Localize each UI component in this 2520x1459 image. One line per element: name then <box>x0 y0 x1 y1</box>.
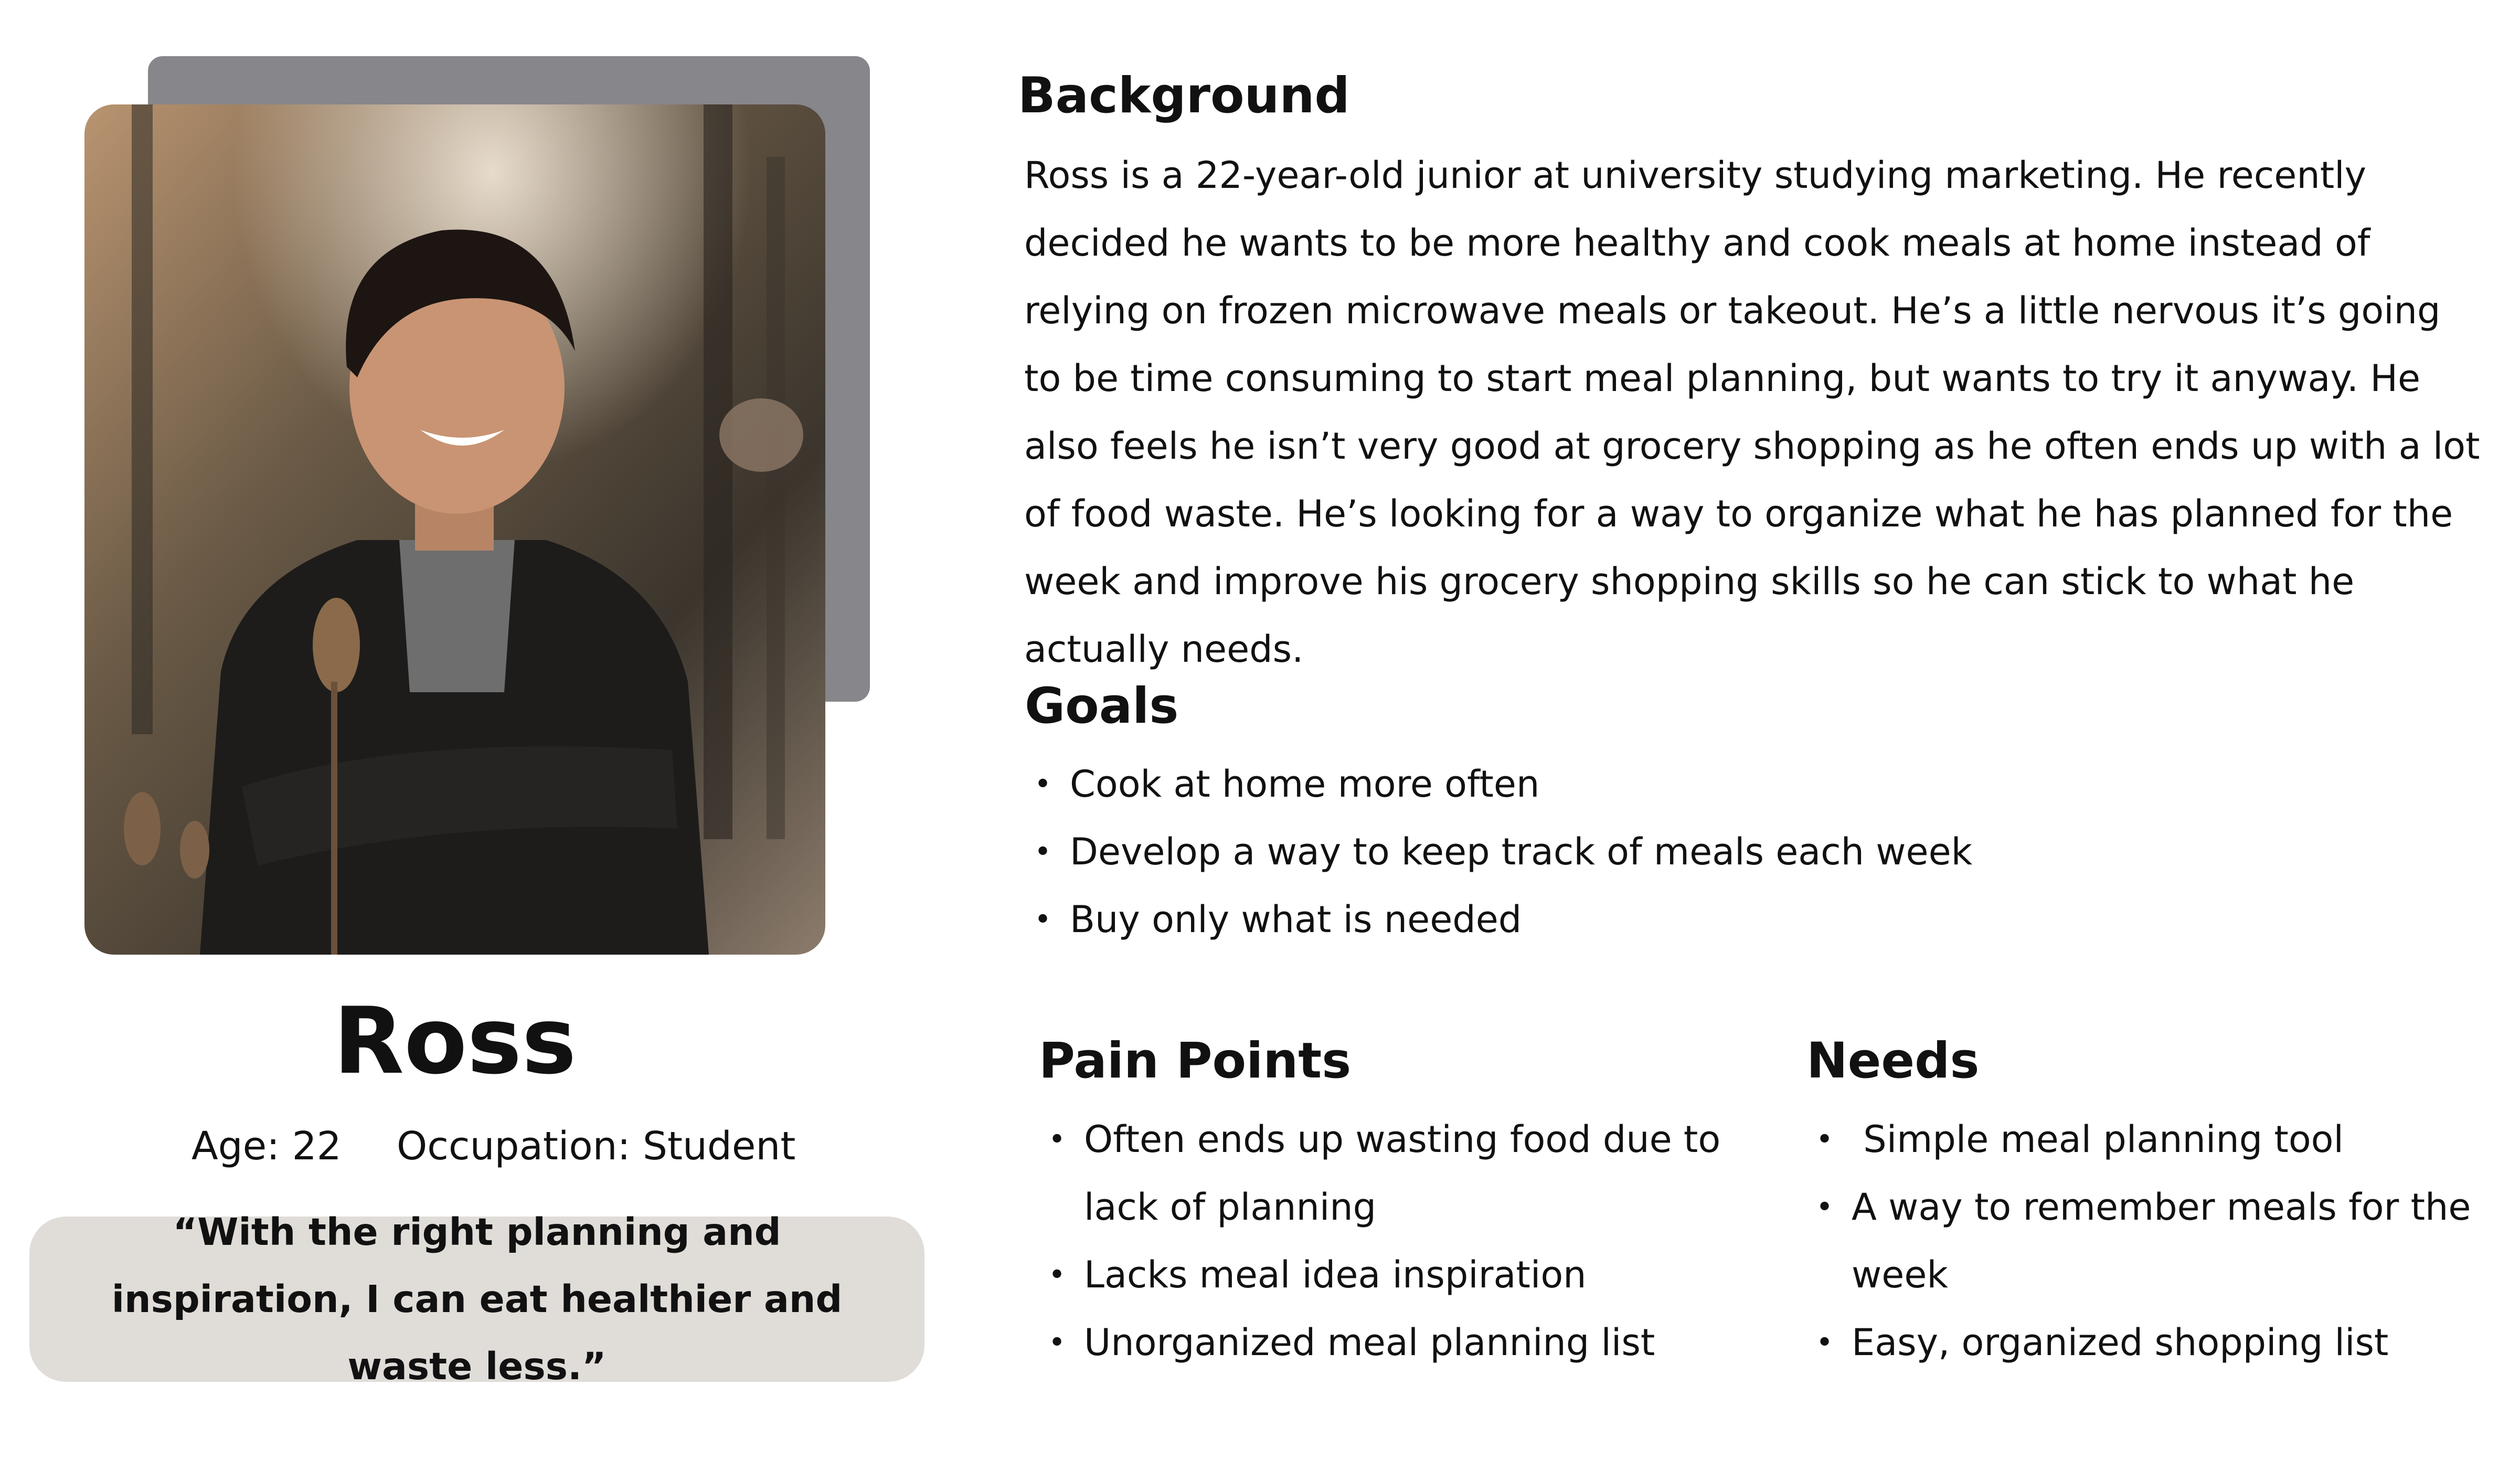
quote-box <box>29 1210 924 1388</box>
needs-list <box>1806 1106 2483 1377</box>
background-heading: Background <box>1018 67 1350 124</box>
list-item: • Easy, organized shopping list <box>1806 1309 2483 1377</box>
persona-name: Ross <box>333 988 577 1095</box>
persona-age: Age: 22 <box>192 1124 342 1169</box>
goals-heading: Goals <box>1025 678 1179 735</box>
background-text: Ross is a 22-year-old junior at university studying marketing. He recently decided he wants to be more healthy and cook meals at home instead of relying on frozen microwave meals or takeout. He’s a little nervous it’s going to be time consuming to start meal planning, but wants to try it anyway. He also feels he isn’t very good at grocery shopping as he often ends up with a lot of food waste. He’s looking for a way to organize what he has planned for the week and improve his grocery shopping skills so he can stick to what he actually needs. <box>1024 154 2480 671</box>
list-item: • Cook at home more often <box>1025 750 2441 818</box>
list-item: • Develop a way to keep track of meals each week <box>1025 818 2441 886</box>
list-item: • Unorganized meal planning list <box>1039 1309 1737 1377</box>
goals-list <box>1025 750 2441 954</box>
pain-points-list <box>1039 1106 1737 1377</box>
list-item: • Simple meal planning tool <box>1806 1106 2483 1173</box>
pain-points-heading: Pain Points <box>1039 1032 1352 1090</box>
list-item: • Often ends up wasting food due to lack of planning <box>1039 1106 1737 1241</box>
persona-quote: “With the right planning and inspiration, I can eat healthier and waste less.” <box>111 1210 843 1388</box>
needs-heading: Needs <box>1806 1032 1980 1090</box>
list-item: • A way to remember meals for the week <box>1806 1173 2483 1309</box>
list-item: • Buy only what is needed <box>1025 886 2441 954</box>
list-item: • Lacks meal idea inspiration <box>1039 1241 1737 1309</box>
profile-photo <box>84 104 825 955</box>
persona-occupation: Occupation: Student <box>397 1124 796 1169</box>
